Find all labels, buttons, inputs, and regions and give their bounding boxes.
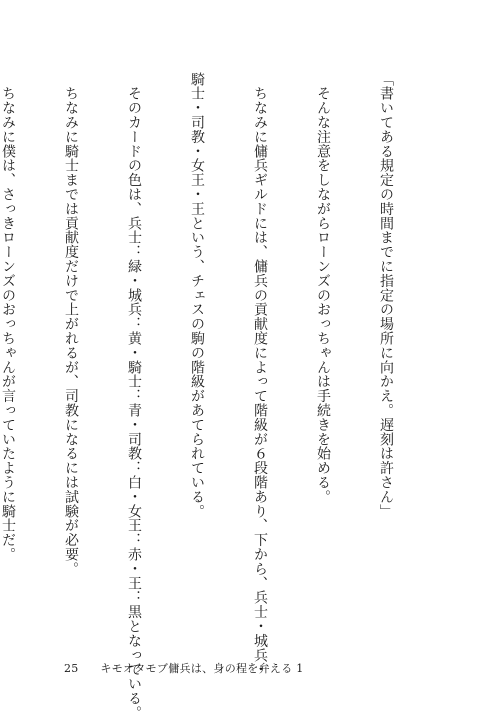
text-line: ちなみに僕は、さっきローンズのおっちゃんが言っていたように騎士だ。 (0, 72, 16, 562)
text-line: 騎士・司教・女王・王という、チェスの駒の階級があてられている。 (189, 72, 205, 519)
text-line: そのカードの色は、兵士：緑・城兵：黄・騎士：青・司教：白・女王：赤・王：黒となっている。 (126, 72, 142, 720)
text-line: ちなみに傭兵ギルドには、傭兵の貢献度によって階級が６段階あり、下から、兵士・城兵・ (252, 72, 268, 677)
page-footer (64, 660, 304, 676)
text-line: 「書いてある規定の時間までに指定の場所に向かえ。遅刻は許さん」 (378, 72, 394, 519)
page-number: 25 (64, 662, 79, 675)
text-line: そんな注意をしながらローンズのおっちゃんは手続きを始める。 (315, 72, 331, 504)
text-line: ちなみに騎士までは貢献度だけで上がれるが、司教になるには試験が必要。 (63, 72, 79, 576)
book-title: キモオタモブ傭兵は、身の程を弁える 1 (100, 662, 304, 675)
